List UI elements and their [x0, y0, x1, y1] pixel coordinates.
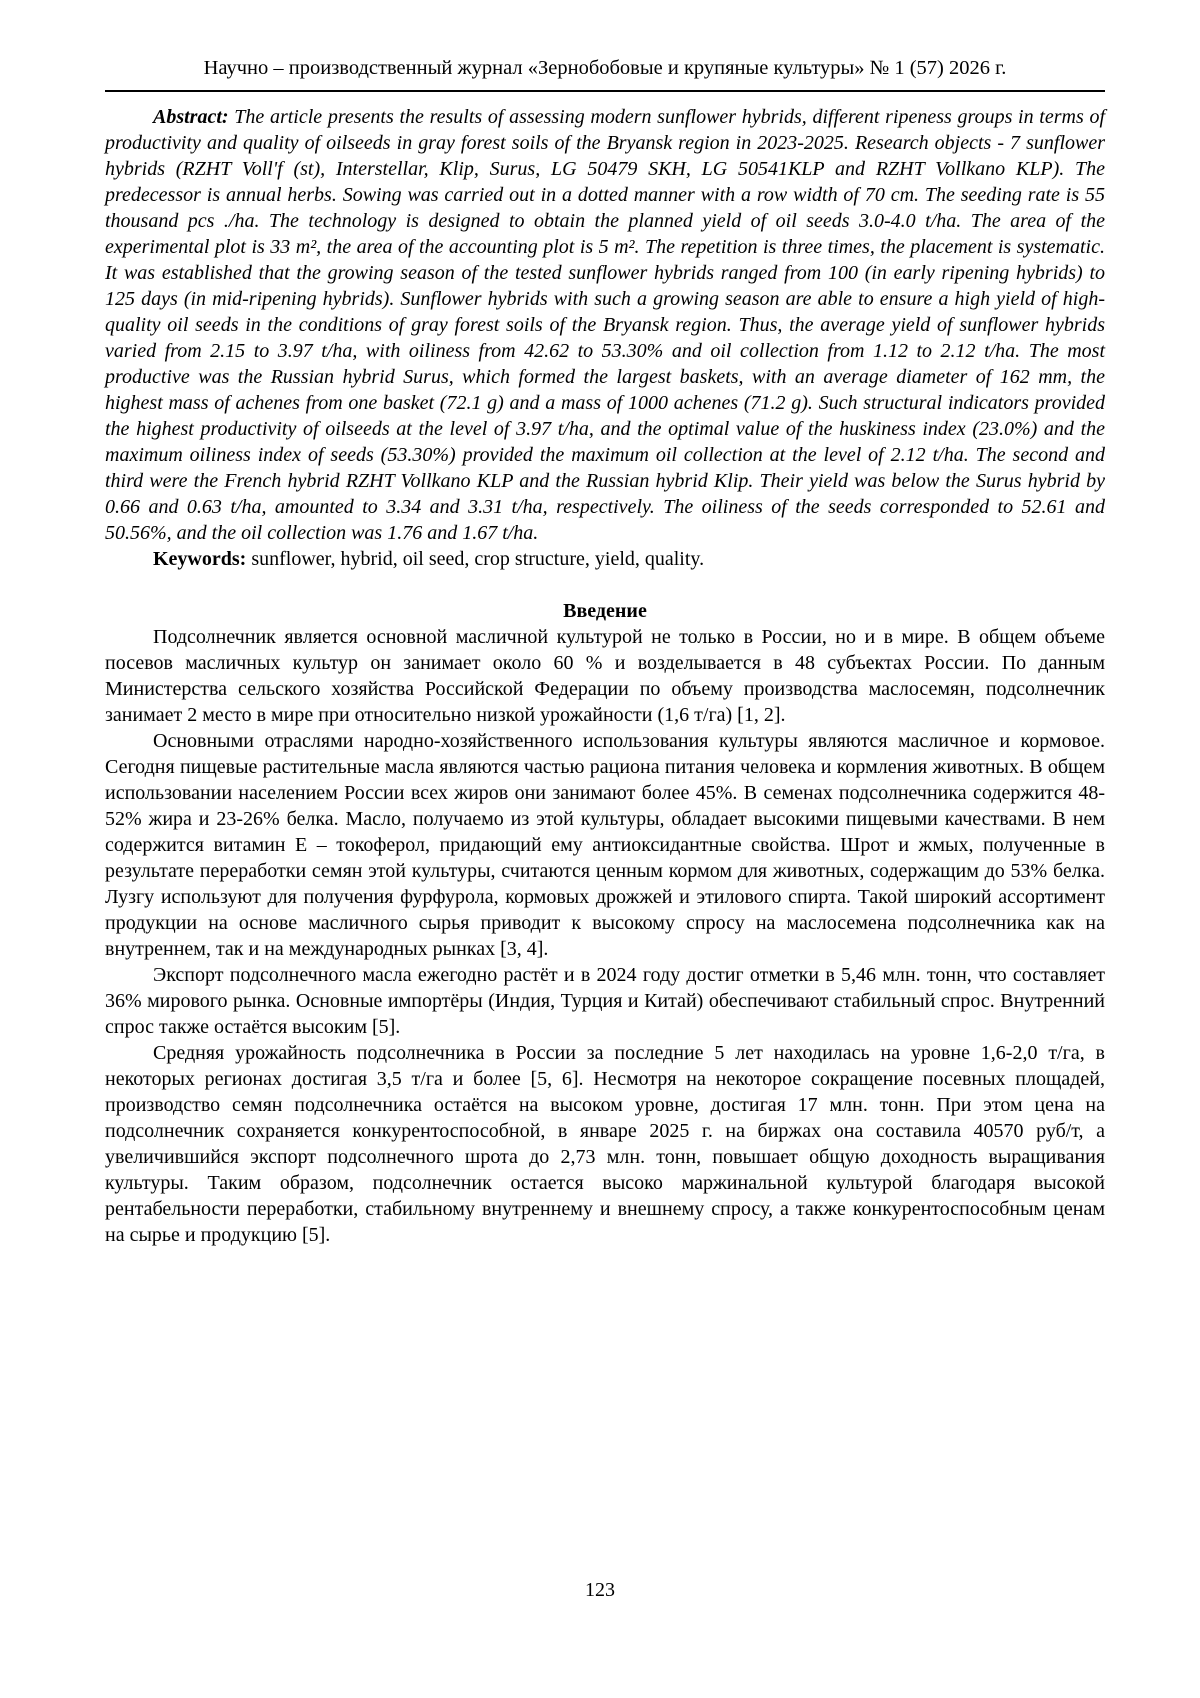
page-header — [105, 55, 1105, 92]
abstract-paragraph — [105, 104, 1105, 546]
page-content — [105, 55, 1105, 1248]
intro-paragraph-3: Экспорт подсолнечного масла ежегодно растёт и в 2024 году достиг отметки в 5,46 млн. тонн, что составляет 36% мирового рынка. Основные импортёры (Индия, Турция и Китай) обеспечивают стабильный спрос. Внутренний спрос также остаётся высоким [5]. — [105, 964, 1105, 1038]
intro-paragraph-1: Подсолнечник является основной масличной культурой не только в России, но и в мире. В общем объеме посевов масличных культур он занимает около 60 % и возделывается в 48 субъектах России. По данным Министерства сельского хозяйства Российской Федерации по объему производства маслосемян, подсолнечник занимает 2 место в мире при относительно низкой урожайности (1,6 т/га) [1, 2]. — [105, 626, 1105, 726]
keywords-text: sunflower, hybrid, oil seed, crop structure, yield, quality. — [246, 548, 705, 570]
abstract-label: Abstract: — [153, 106, 229, 128]
journal-title: Научно – производственный журнал «Зернобобовые и крупяные культуры» № 1 (57) 2026 г. — [203, 57, 1007, 79]
intro-paragraph-4: Средняя урожайность подсолнечника в России за последние 5 лет находилась на уровне 1,6-2,0 т/га, в некоторых регионах достигая 3,5 т/га и более [5, 6]. Несмотря на некоторое сокращение посевных площадей, производство семян подсолнечника остаётся на высоком уровне, достигая 17 млн. тонн. При этом цена на подсолнечник сохраняется конкурентоспособной, в январе 2025 г. на биржах она составила 40570 руб/т, а увеличившийся экспорт подсолнечного шрота до 2,73 млн. тонн, повышает общую доходность выращивания культуры. Таким образом, подсолнечник остается высоко маржинальной культурой благодаря высокой рентабельности переработки, стабильному внутреннему и внешнему спросу, а также конкурентоспособным ценам на сырье и продукцию [5]. — [105, 1042, 1105, 1246]
page-number: 123 — [585, 1579, 615, 1601]
keywords-label: Keywords: — [153, 548, 247, 570]
keywords-line — [105, 546, 1105, 572]
abstract-text: The article presents the results of assessing modern sunflower hybrids, different ripeness groups in terms of productivity and quality of oilseeds in gray forest soils of the Bryansk region in 2023-2025. Research objects - 7 sunflower hybrids (RZHT Voll'f (st), Interstellar, Klip, Surus, LG 50479 SKH, LG 50541KLP and RZHT Vollkano KLP). The predecessor is annual herbs. Sowing was carried out in a dotted manner with a row width of 70 cm. The seeding rate is 55 thousand pcs ./ha. The technology is designed to obtain the planned yield of oil seeds 3.0-4.0 t/ha. The area of the experimental plot is 33 m², the area of the accounting plot is 5 m². The repetition is three times, the placement is systematic. It was established that the growing season of the tested sunflower hybrids ranged from 100 (in early ripening hybrids) to 125 days (in mid-ripening hybrids). Sunflower hybrids with such a growing season are able to ensure a high yield of high-quality oil seeds in the conditions of gray forest soils of the Bryansk region. Thus, the average yield of sunflower hybrids varied from 2.15 to 3.97 t/ha, with oiliness from 42.62 to 53.30% and oil collection from 1.12 to 2.12 t/ha. The most productive was the Russian hybrid Surus, which formed the largest baskets, with an average diameter of 162 mm, the highest mass of achenes from one basket (72.1 g) and a mass of 1000 achenes (71.2 g). Such structural indicators provided the highest productivity of oilseeds at the level of 3.97 t/ha, and the optimal value of the huskiness index (23.0%) and the maximum oiliness index of seeds (53.30%) provided the maximum oil collection at the level of 2.12 t/ha. The second and third were the French hybrid RZHT Vollkano KLP and the Russian hybrid Klip. Their yield was below the Surus hybrid by 0.66 and 0.63 t/ha, amounted to 3.34 and 3.31 t/ha, respectively. The oiliness of the seeds corresponded to 52.61 and 50.56%, and the oil collection was 1.76 and 1.67 t/ha. — [105, 106, 1105, 544]
intro-paragraph-2: Основными отраслями народно-хозяйственного использования культуры являются масличное и кормовое. Сегодня пищевые растительные масла являются частью рациона питания человека и кормления животных. В общем использовании населением России всех жиров они занимают более 45%. В семенах подсолнечника содержится 48-52% жира и 23-26% белка. Масло, получаемо из этой культуры, обладает высокими пищевыми качествами. В нем содержится витамин Е – токоферол, придающий ему антиоксидантные свойства. Шрот и жмых, полученные в результате переработки семян этой культуры, считаются ценным кормом для животных, содержащим до 53% белка. Лузгу используют для получения фурфурола, кормовых дрожжей и этилового спирта. Такой широкий ассортимент продукции на основе масличного сырья приводит к высокому спросу на маслосемена подсолнечника как на внутреннем, так и на международных рынках [3, 4]. — [105, 730, 1105, 960]
section-heading-introduction: Введение — [563, 600, 647, 622]
